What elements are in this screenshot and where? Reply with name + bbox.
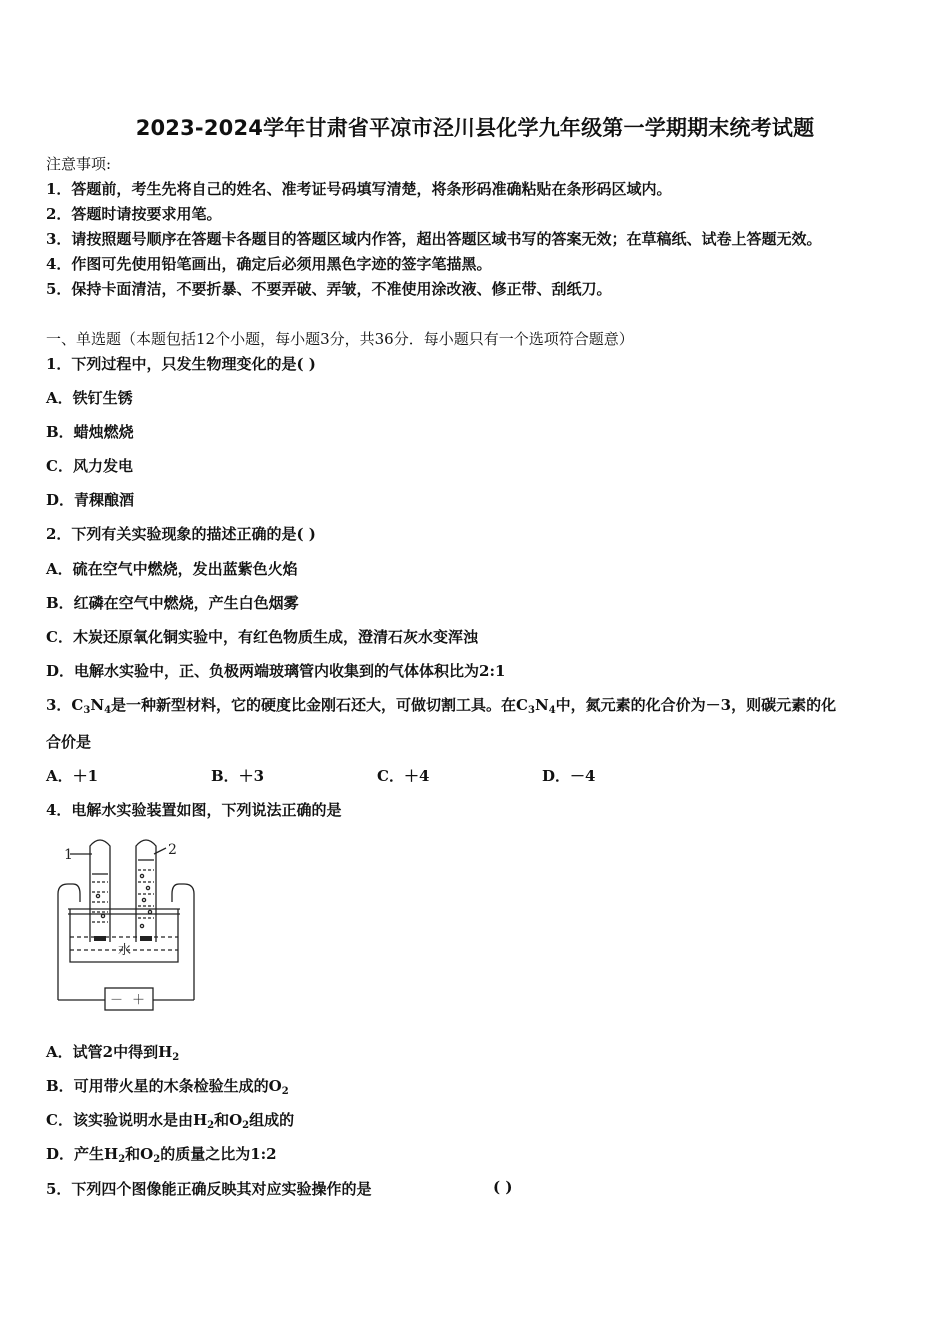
q1-option-c: C．风力发电	[46, 457, 133, 475]
q4-stem: 4．电解水实验装置如图，下列说法正确的是	[46, 801, 342, 819]
left-wire	[58, 884, 80, 1000]
page-title: 2023-2024学年甘肃省平凉市泾川县化学九年级第一学期期末统考试题	[135, 116, 815, 140]
electrode-2	[140, 936, 152, 941]
q3-stem: 3．$C_3N_4$是一种新型材料，它的硬度比金刚石还大，可做切割工具。在$C_3N_4$中，氮元素的化合价为－3，则碳元素的化	[46, 696, 837, 716]
section-heading: 一、单选题（本题包括12个小题，每小题3分，共36分．每小题只有一个选项符合题意）	[46, 330, 634, 348]
tube-1-label: 1	[64, 847, 73, 863]
q1-option-a: A．铁钉生锈	[46, 389, 133, 407]
notice-item-5: 5．保持卡面清洁，不要折暴、不要弄破、弄皱，不准使用涂改液、修正带、刮纸刀。	[46, 280, 612, 298]
water-label: 水	[118, 943, 132, 958]
q4-option-c: C．该实验说明水是由$H_2$和$O_2$组成的	[46, 1111, 295, 1131]
battery-plus-label: ＋	[132, 993, 146, 1008]
q5-answer-bracket: ( )	[493, 1178, 513, 1196]
q4-option-b: B．可用带火星的木条检验生成的$O_2$	[46, 1077, 289, 1097]
q2-option-b: B．红磷在空气中燃烧，产生白色烟雾	[46, 594, 299, 612]
tube-2	[136, 840, 156, 942]
q4-option-a: A．试管2中得到$H_2$	[46, 1043, 180, 1063]
q3-stem-line2: 合价是	[46, 733, 92, 751]
q3-option-c: C．＋4	[377, 767, 430, 785]
q2-option-a: A．硫在空气中燃烧，发出蓝紫色火焰	[46, 560, 298, 578]
q4-option-d: D．产生$H_2$和$O_2$的质量之比为1:2	[46, 1145, 277, 1165]
q5-stem: 5．下列四个图像能正确反映其对应实验操作的是	[46, 1180, 372, 1198]
q2-option-d: D．电解水实验中，正、负极两端玻璃管内收集到的气体体积比为2:1	[46, 662, 506, 680]
electrode-1	[94, 936, 106, 941]
q3-option-b: B．＋3	[211, 767, 265, 785]
q3-option-d: D．－4	[542, 767, 596, 785]
q1-stem: 1．下列过程中，只发生物理变化的是( )	[46, 355, 316, 373]
q2-stem: 2．下列有关实验现象的描述正确的是( )	[46, 525, 316, 543]
notice-item-2: 2．答题时请按要求用笔。	[46, 205, 222, 223]
right-wire	[172, 884, 194, 1000]
notice-item-4: 4．作图可先使用铅笔画出，确定后必须用黑色字迹的签字笔描黑。	[46, 255, 492, 273]
notice-heading: 注意事项:	[46, 155, 112, 173]
q1-option-b: B．蜡烛燃烧	[46, 423, 134, 441]
q1-option-d: D．青稞酿酒	[46, 491, 135, 509]
notice-item-3: 3．请按照题号顺序在答题卡各题目的答题区域内作答，超出答题区域书写的答案无效；在草稿纸、试卷上答题无效。	[46, 230, 822, 248]
notice-item-1: 1．答题前，考生先将自己的姓名、准考证号码填写清楚，将条形码准确粘贴在条形码区域内。	[46, 180, 672, 198]
electrolysis-apparatus-diagram	[48, 832, 208, 1012]
q3-option-a: A．＋1	[46, 767, 99, 785]
tube-1	[90, 840, 110, 942]
q2-option-c: C．木炭还原氧化铜实验中，有红色物质生成，澄清石灰水变浑浊	[46, 628, 478, 646]
battery-minus-label: －	[110, 993, 124, 1008]
tube-2-label: 2	[168, 842, 177, 858]
